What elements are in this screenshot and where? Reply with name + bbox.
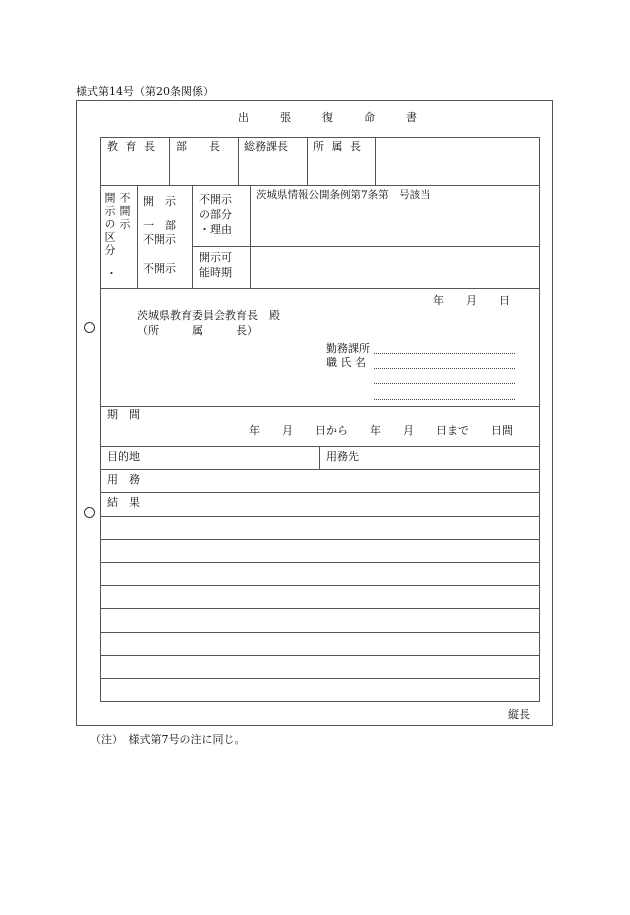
result-line[interactable] — [100, 562, 540, 563]
option-kaiji[interactable]: 開 示 — [143, 195, 176, 208]
row-divider — [100, 288, 540, 289]
name-label: 職 氏 名 — [326, 356, 366, 369]
destination-label[interactable]: 目的地 — [107, 450, 140, 463]
row-divider — [100, 492, 540, 493]
report-date[interactable]: 年 月 日 — [433, 294, 510, 307]
disclosure-bullet: ・ — [106, 267, 117, 280]
office-field[interactable] — [374, 353, 515, 354]
col-divider — [238, 137, 239, 185]
disclosure-category-small: 不開示 — [118, 192, 131, 231]
period-label: 期 間 — [107, 408, 140, 421]
result-label[interactable]: 結 果 — [107, 496, 140, 509]
addressee-line1: 茨城県教育委員会教育長 殿 — [137, 309, 280, 322]
part-reason-line2: の部分 — [199, 208, 232, 221]
orientation-label: 縦長 — [508, 708, 530, 721]
option-fukaiji[interactable]: 不開示 — [143, 262, 176, 275]
col-divider — [375, 137, 376, 185]
row-divider — [100, 469, 540, 470]
timing-line1: 開示可 — [199, 251, 232, 264]
row-divider — [100, 406, 540, 407]
row-divider — [100, 446, 540, 447]
result-line[interactable] — [100, 632, 540, 633]
approver-bucho[interactable]: 部 長 — [176, 140, 220, 153]
result-line[interactable] — [100, 678, 540, 679]
part-reason-line1: 不開示 — [199, 193, 232, 206]
business-place-label[interactable]: 用務先 — [326, 450, 359, 463]
result-line[interactable] — [100, 608, 540, 609]
result-line[interactable] — [100, 516, 540, 517]
approver-somukacho[interactable]: 総務課長 — [244, 140, 288, 153]
col-divider — [192, 185, 193, 288]
office-label: 勤務課所 — [326, 342, 370, 355]
reason-text[interactable]: 茨城県情報公開条例第7条第 号該当 — [256, 189, 431, 201]
business-label[interactable]: 用 務 — [107, 473, 140, 486]
option-ichibu-fukaiji[interactable]: 不開示 — [143, 233, 176, 246]
result-line[interactable] — [100, 539, 540, 540]
form-number-label: 様式第14号（第20条関係） — [76, 85, 214, 98]
period-range[interactable]: 年 月 日から 年 月 日まで 日間 — [249, 424, 513, 437]
name-field[interactable] — [374, 368, 515, 369]
name-field-2[interactable] — [374, 383, 515, 384]
result-line[interactable] — [100, 585, 540, 586]
name-field-3[interactable] — [374, 399, 515, 400]
form-title: 出 張 復 命 書 — [238, 111, 427, 124]
addressee-line2: （所 属 長） — [137, 324, 258, 337]
part-reason-line3: ・理由 — [199, 223, 232, 236]
approver-shozokucho[interactable]: 所 属 長 — [313, 140, 363, 153]
row-divider — [192, 246, 540, 247]
timing-line2: 能時期 — [199, 266, 232, 279]
approver-kyoikucho[interactable]: 教 育 長 — [107, 140, 157, 153]
col-divider — [169, 137, 170, 185]
option-ichibu[interactable]: 一 部 — [143, 219, 176, 232]
disclosure-category-label: 開示の区分 — [103, 192, 116, 257]
col-divider — [319, 446, 320, 469]
result-line[interactable] — [100, 655, 540, 656]
row-divider — [100, 185, 540, 186]
footnote: （注） 様式第7号の注に同じ。 — [90, 733, 246, 746]
col-divider — [137, 185, 138, 288]
col-divider — [307, 137, 308, 185]
col-divider — [250, 185, 251, 288]
